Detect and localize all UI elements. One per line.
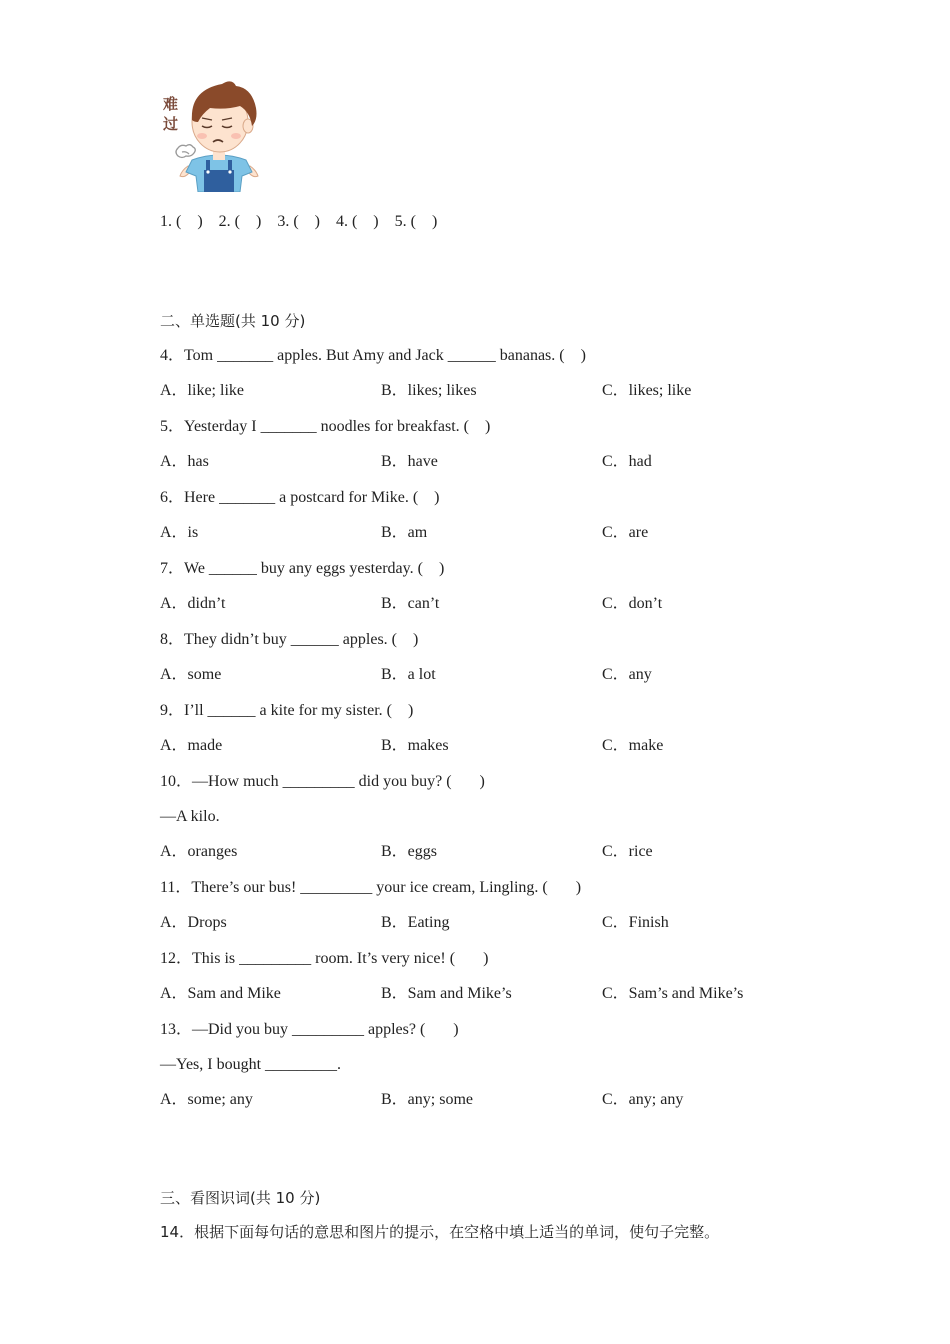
question-4: 4．Tom _______ apples. But Amy and Jack ______ bananas. ( ) — [160, 347, 586, 364]
option-8b: B．a lot — [381, 666, 436, 683]
question-9: 9．I’ll ______ a kite for my sister. ( ) — [160, 702, 414, 719]
question-12: 12．This is _________ room. It’s very nice! ( ) — [160, 950, 489, 967]
option-4a: A．like; like — [160, 382, 244, 399]
option-6a: A．is — [160, 524, 199, 541]
option-8a: A．some — [160, 666, 222, 683]
question-10-reply: —A kilo. — [160, 808, 220, 825]
sad-boy-icon — [160, 78, 278, 192]
option-4b: B．likes; likes — [381, 382, 477, 399]
question-7: 7．We ______ buy any eggs yesterday. ( ) — [160, 560, 445, 577]
option-4c: C．likes; like — [602, 382, 692, 399]
section-heading-2: 二、单选题(共 10 分) — [160, 312, 306, 330]
option-12b: B．Sam and Mike’s — [381, 985, 512, 1002]
option-10c: C．rice — [602, 843, 653, 860]
option-12a: A．Sam and Mike — [160, 985, 281, 1002]
option-13c: C．any; any — [602, 1091, 684, 1108]
option-6b: B．am — [381, 524, 428, 541]
question-8: 8．They didn’t buy ______ apples. ( ) — [160, 631, 419, 648]
question-14-instruction: 14．根据下面每句话的意思和图片的提示，在空格中填上适当的单词，使句子完整。 — [160, 1223, 720, 1241]
question-13: 13．—Did you buy _________ apples? ( ) — [160, 1021, 459, 1038]
option-8c: C．any — [602, 666, 652, 683]
option-9c: C．make — [602, 737, 664, 754]
option-9b: B．makes — [381, 737, 449, 754]
sad-label: 难过 — [163, 95, 179, 133]
option-9a: A．made — [160, 737, 223, 754]
option-7b: B．can’t — [381, 595, 440, 612]
section-heading-3: 三、看图识词(共 10 分) — [160, 1189, 321, 1207]
option-6c: C．are — [602, 524, 649, 541]
question-13-reply: —Yes, I bought _________. — [160, 1056, 342, 1073]
option-11c: C．Finish — [602, 914, 669, 931]
option-7c: C．don’t — [602, 595, 663, 612]
answer-row: 1. ( ) 2. ( ) 3. ( ) 4. ( ) 5. ( ) — [160, 213, 438, 230]
question-5: 5．Yesterday I _______ noodles for breakfast. ( ) — [160, 418, 491, 435]
option-5c: C．had — [602, 453, 652, 470]
option-13b: B．any; some — [381, 1091, 473, 1108]
question-10: 10．—How much _________ did you buy? ( ) — [160, 773, 485, 790]
question-11: 11．There’s our bus! _________ your ice cream, Lingling. ( ) — [160, 879, 582, 896]
option-5a: A．has — [160, 453, 209, 470]
option-11a: A．Drops — [160, 914, 227, 931]
option-13a: A．some; any — [160, 1091, 253, 1108]
option-12c: C．Sam’s and Mike’s — [602, 985, 744, 1002]
option-7a: A．didn’t — [160, 595, 226, 612]
option-10b: B．eggs — [381, 843, 438, 860]
option-10a: A．oranges — [160, 843, 238, 860]
question-6: 6．Here _______ a postcard for Mike. ( ) — [160, 489, 440, 506]
option-11b: B．Eating — [381, 914, 450, 931]
option-5b: B．have — [381, 453, 438, 470]
